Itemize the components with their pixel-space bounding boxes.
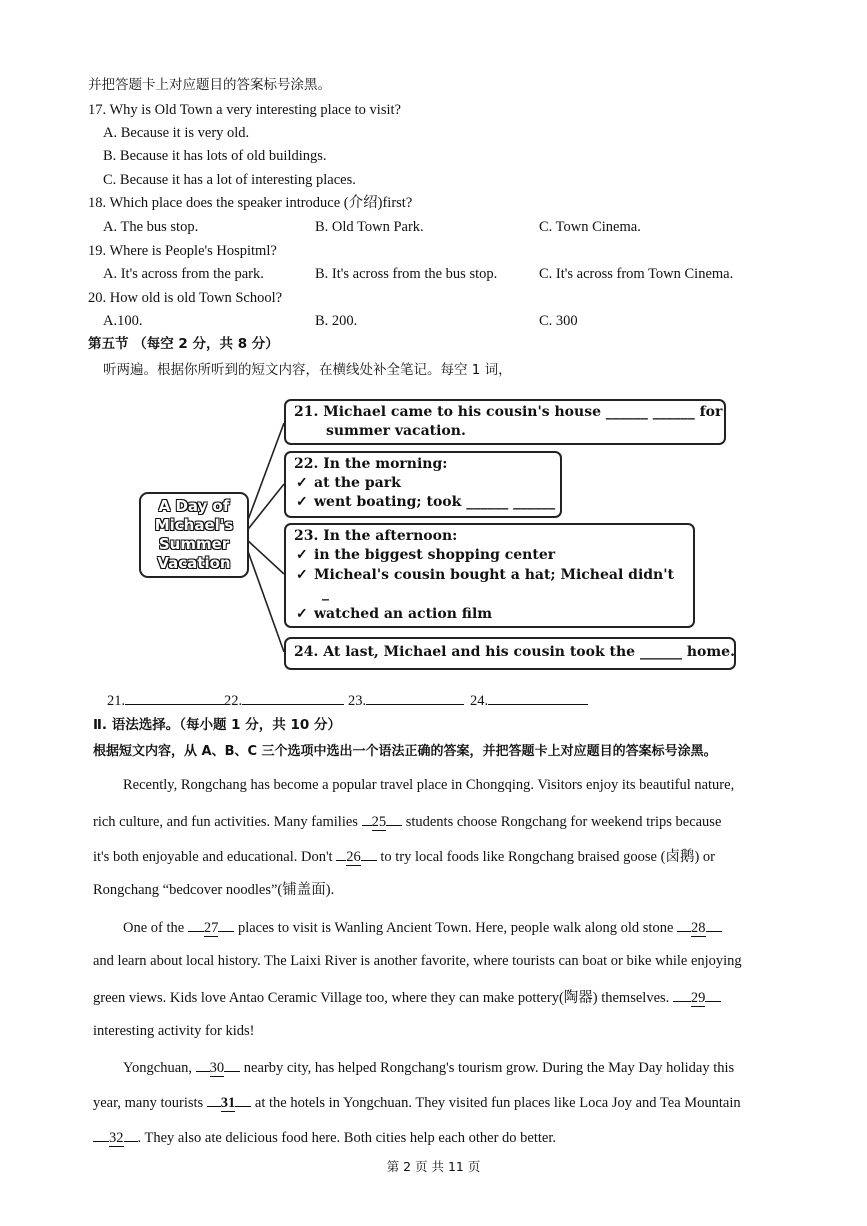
question-17-option-a: A. Because it is very old.	[103, 125, 250, 141]
mindmap-box-22	[284, 451, 562, 518]
box-23-item-4	[296, 605, 492, 624]
passage-line: One of the 27 places to visit is Wanling Ancient Town. Here, people walk along old stone 28	[123, 917, 823, 937]
box-23-item-3: _	[322, 585, 329, 601]
box-24-line-1: 24. At last, Michael and his cousin took the ______ home.	[294, 644, 735, 660]
question-20-option-b: B. 200.	[315, 313, 358, 329]
question-20-option-c: C. 300	[539, 313, 578, 329]
blank-32: 32	[109, 1130, 124, 1146]
box-22-item-2-text: went boating; took ______ ______	[314, 494, 556, 510]
connector-24	[245, 543, 284, 652]
answer-blank-23	[348, 690, 464, 710]
answer-blank-22-label: 22.	[224, 693, 243, 709]
box-21-line-1: 21. Michael came to his cousin's house ______ ______ for	[294, 404, 723, 420]
check-icon: ✓	[296, 606, 308, 622]
connector-23	[245, 538, 284, 574]
question-17-stem: 17. Why is Old Town a very interesting place to visit?	[88, 102, 401, 118]
answer-blank-22	[224, 690, 344, 710]
blank-29: 29	[690, 990, 706, 1006]
question-19-option-a: A. It's across from the park.	[103, 266, 264, 282]
box-23-item-4-text: watched an action film	[314, 606, 493, 622]
mindmap-center-topic	[139, 492, 249, 578]
question-20-option-a: A.100.	[103, 313, 143, 329]
answer-blank-24	[470, 690, 588, 710]
section-5-heading: 第五节 （每空 2 分，共 8 分）	[88, 336, 279, 352]
passage-line: and learn about local history. The Laixi River is another favorite, where tourists can boat or bike while enjoying	[93, 953, 742, 969]
answer-blank-24-label: 24.	[470, 693, 489, 709]
answer-blank-23-label: 23.	[348, 693, 367, 709]
check-icon: ✓	[296, 547, 308, 563]
instruction-continued: 并把答题卡上对应题目的答案标号涂黑。	[88, 77, 331, 93]
mindmap-box-24	[284, 637, 736, 670]
question-18-option-c: C. Town Cinema.	[539, 219, 641, 235]
passage-line: rich culture, and fun activities. Many families 25 students choose Rongchang for weekend trips because	[93, 811, 793, 831]
box-22-item-1	[296, 474, 401, 493]
blank-31: 31	[220, 1095, 236, 1111]
passage-line: interesting activity for kids!	[93, 1023, 255, 1039]
check-icon: ✓	[296, 567, 308, 583]
connector-21	[245, 423, 284, 528]
section-5-instruction: 听两遍。根据你所听到的短文内容，在横线处补全笔记。每空 1 词，	[103, 362, 512, 378]
box-22-title: 22. In the morning:	[294, 456, 448, 472]
mindmap-box-23	[284, 523, 695, 628]
box-22-item-2	[296, 493, 555, 512]
blank-25: 25	[371, 814, 387, 830]
answer-blank-21-label: 21.	[107, 693, 126, 709]
box-22-item-1-text: at the park	[314, 475, 401, 491]
passage-line: Rongchang “bedcover noodles”(铺盖面).	[93, 882, 335, 898]
check-icon: ✓	[296, 475, 308, 491]
blank-27: 27	[203, 920, 219, 936]
question-19-stem: 19. Where is People's Hospitml?	[88, 243, 277, 259]
section-2-instruction: 根据短文内容，从 A、B、C 三个选项中选出一个语法正确的答案，并把答题卡上对应题目的答案标号涂黑。	[93, 744, 717, 759]
blank-28: 28	[691, 920, 706, 936]
box-23-item-1	[296, 546, 555, 565]
box-23-item-2	[296, 566, 674, 585]
page-footer: 第 2 页 共 11 页	[386, 1159, 481, 1174]
question-19-option-b: B. It's across from the bus stop.	[315, 266, 498, 282]
passage-line: it's both enjoyable and educational. Don't 26 to try local foods like Rongchang braised goose (卤鹅) or	[93, 846, 793, 866]
box-23-title: 23. In the afternoon:	[294, 528, 458, 544]
passage-line: green views. Kids love Antao Ceramic Village too, where they can make pottery(陶器) themselves. 29	[93, 987, 793, 1007]
center-line-1: A Day of	[158, 497, 230, 515]
connector-22	[245, 484, 284, 533]
passage-line: Recently, Rongchang has become a popular travel place in Chongqing. Visitors enjoy its beautiful nature,	[123, 777, 735, 793]
question-20-stem: 20. How old is old Town School?	[88, 290, 283, 306]
box-23-item-1-text: in the biggest shopping center	[314, 547, 556, 563]
passage-line: Yongchuan, 30 nearby city, has helped Rongchang's tourism grow. During the May Day holiday this	[123, 1057, 823, 1077]
center-line-3: Summer	[158, 535, 230, 553]
blank-26: 26	[346, 849, 361, 865]
question-17-option-b: B. Because it has lots of old buildings.	[103, 148, 327, 164]
passage-line: 32 . They also ate delicious food here. Both cities help each other do better.	[93, 1127, 793, 1147]
check-icon: ✓	[296, 494, 308, 510]
mindmap-box-21	[284, 399, 726, 445]
question-18-option-a: A. The bus stop.	[103, 219, 199, 235]
box-23-item-2-text: Micheal's cousin bought a hat; Micheal didn't	[314, 567, 674, 583]
blank-30: 30	[209, 1060, 225, 1076]
question-17-option-c: C. Because it has a lot of interesting places.	[103, 172, 356, 188]
question-18-stem: 18. Which place does the speaker introduce (介绍)first?	[88, 195, 413, 211]
center-line-2: Michael's	[154, 516, 234, 534]
question-19-option-c: C. It's across from Town Cinema.	[539, 266, 734, 282]
center-line-4: Vacation	[157, 554, 231, 572]
answer-blank-21	[107, 690, 228, 710]
box-21-line-2: summer vacation.	[326, 423, 466, 439]
section-2-heading: Ⅱ. 语法选择。（每小题 1 分，共 10 分）	[93, 717, 341, 733]
passage-line: year, many tourists 31 at the hotels in Yongchuan. They visited fun places like Loca Joy and Tea Mountain	[93, 1092, 793, 1112]
question-18-option-b: B. Old Town Park.	[315, 219, 424, 235]
